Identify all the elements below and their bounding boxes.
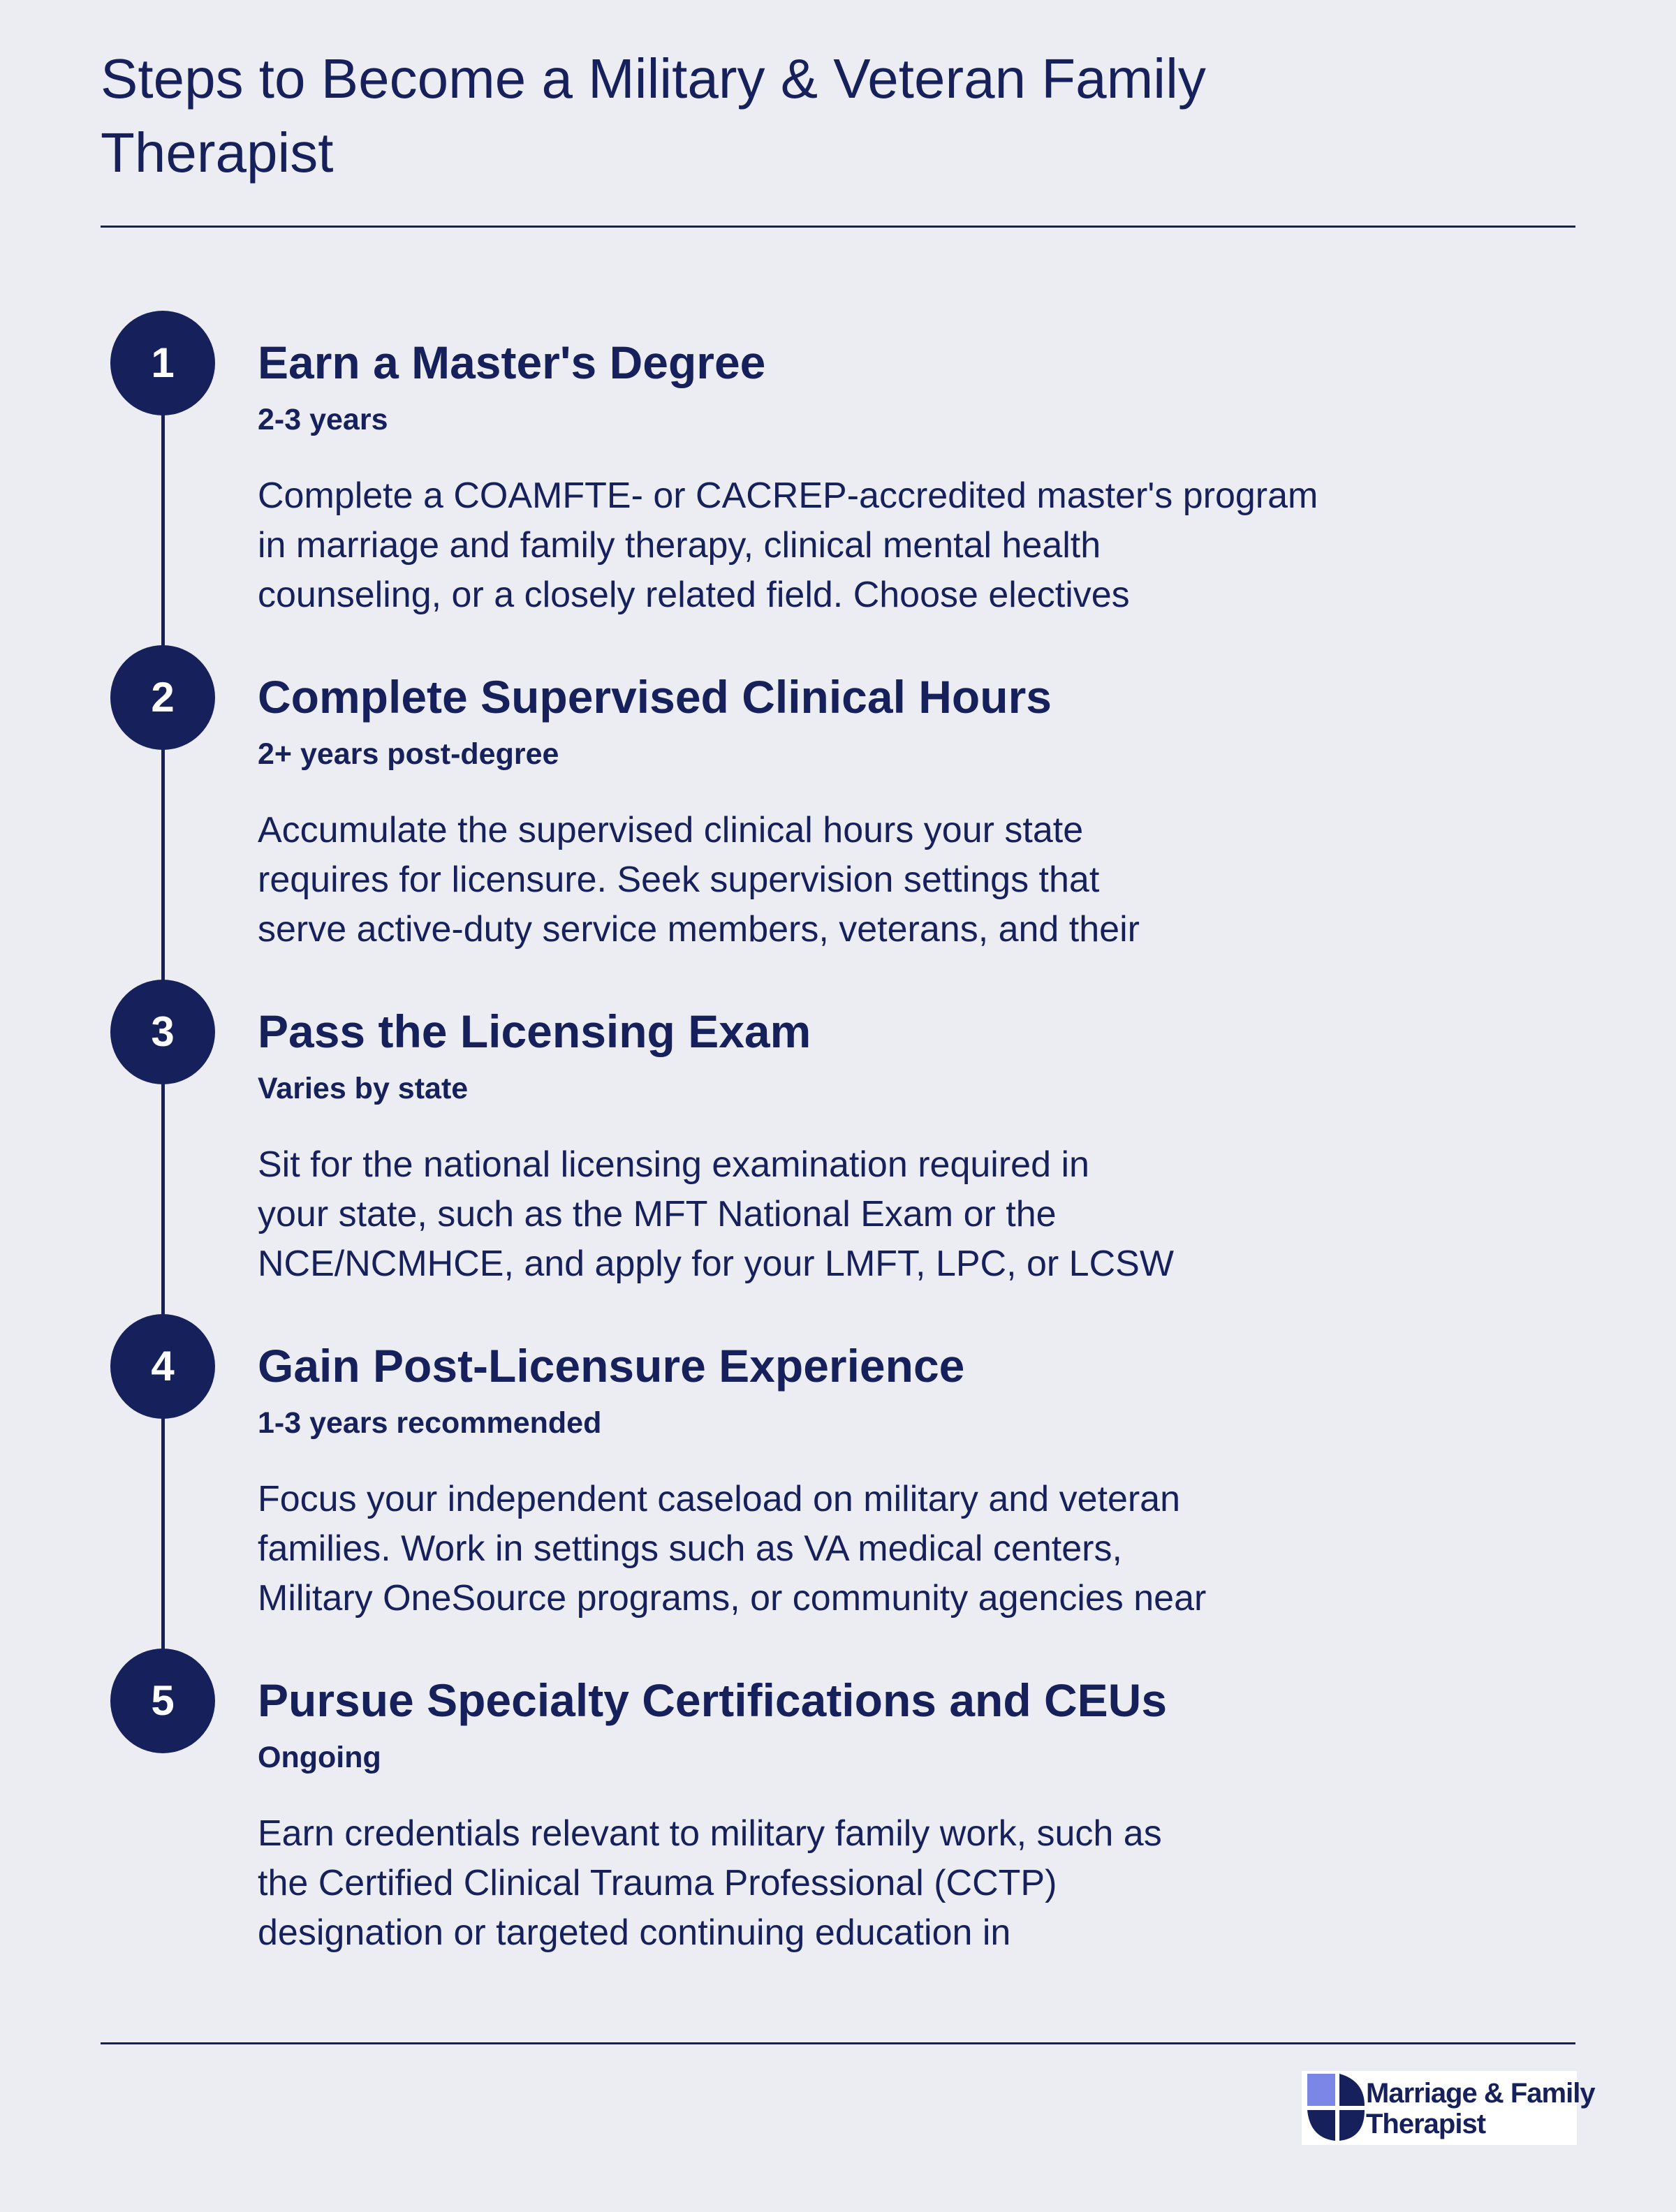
step-description-line: serve active-duty service members, veterans, and their — [258, 909, 1140, 950]
step-number-badge: 1 — [110, 311, 215, 415]
step-title: Pass the Licensing Exam — [258, 1005, 811, 1057]
step-description-line: families. Work in settings such as VA medical centers, — [258, 1528, 1122, 1569]
step-description — [258, 806, 1445, 954]
step-duration: Ongoing — [258, 1741, 381, 1774]
step-description — [258, 471, 1445, 620]
step-description-line: Military OneSource programs, or community agencies near — [258, 1578, 1207, 1619]
step-duration: 2+ years post-degree — [258, 737, 559, 771]
step-description-line: in marriage and family therapy, clinical mental health — [258, 525, 1101, 566]
step-number-badge: 2 — [110, 645, 215, 750]
step-description-line: designation or targeted continuing education in — [258, 1912, 1011, 1953]
step-description-line: Accumulate the supervised clinical hours your state — [258, 810, 1084, 850]
step-description-line: Sit for the national licensing examination required in — [258, 1144, 1089, 1185]
step-description-line: requires for licensure. Seek supervision settings that — [258, 860, 1100, 900]
step-description-line: Focus your independent caseload on military and veteran — [258, 1479, 1181, 1519]
step-duration: 1-3 years recommended — [258, 1406, 602, 1440]
step-title: Gain Post-Licensure Experience — [258, 1340, 965, 1392]
step-description-line: your state, such as the MFT National Exam or the — [258, 1194, 1057, 1234]
step-title: Complete Supervised Clinical Hours — [258, 671, 1052, 723]
logo-text-line: Therapist — [1366, 2109, 1486, 2139]
logo-wordmark — [1366, 2078, 1595, 2139]
step-title: Pursue Specialty Certifications and CEUs — [258, 1674, 1168, 1726]
logo-text-line: Marriage & Family — [1366, 2078, 1595, 2109]
step-description-line: counseling, or a closely related field. Choose electives — [258, 575, 1130, 615]
step-duration: Varies by state — [258, 1072, 469, 1105]
step-description — [258, 1475, 1445, 1623]
step-description — [258, 1140, 1445, 1289]
footer-divider — [101, 2042, 1575, 2044]
step-number-badge: 5 — [110, 1649, 215, 1753]
step-number-badge: 3 — [110, 980, 215, 1084]
step-description-line: NCE/NCMHCE, and apply for your LMFT, LPC, or LCSW — [258, 1244, 1174, 1284]
step-description-line: the Certified Clinical Trauma Professional (CCTP) — [258, 1863, 1057, 1903]
page-title: Steps to Become a Military & Veteran Family Therapist — [101, 47, 1206, 184]
step-title: Earn a Master's Degree — [258, 337, 766, 388]
step-number-badge: 4 — [110, 1314, 215, 1419]
step-description — [258, 1809, 1445, 1958]
step-duration: 2-3 years — [258, 403, 388, 436]
step-description-line: Complete a COAMFTE- or CACREP-accredited master's program — [258, 475, 1318, 516]
mft-logo-icon — [1304, 2071, 1372, 2145]
step-description-line: Earn credentials relevant to military family work, such as — [258, 1813, 1162, 1854]
header-divider — [101, 226, 1575, 228]
brand-logo[interactable] — [1302, 2071, 1595, 2145]
